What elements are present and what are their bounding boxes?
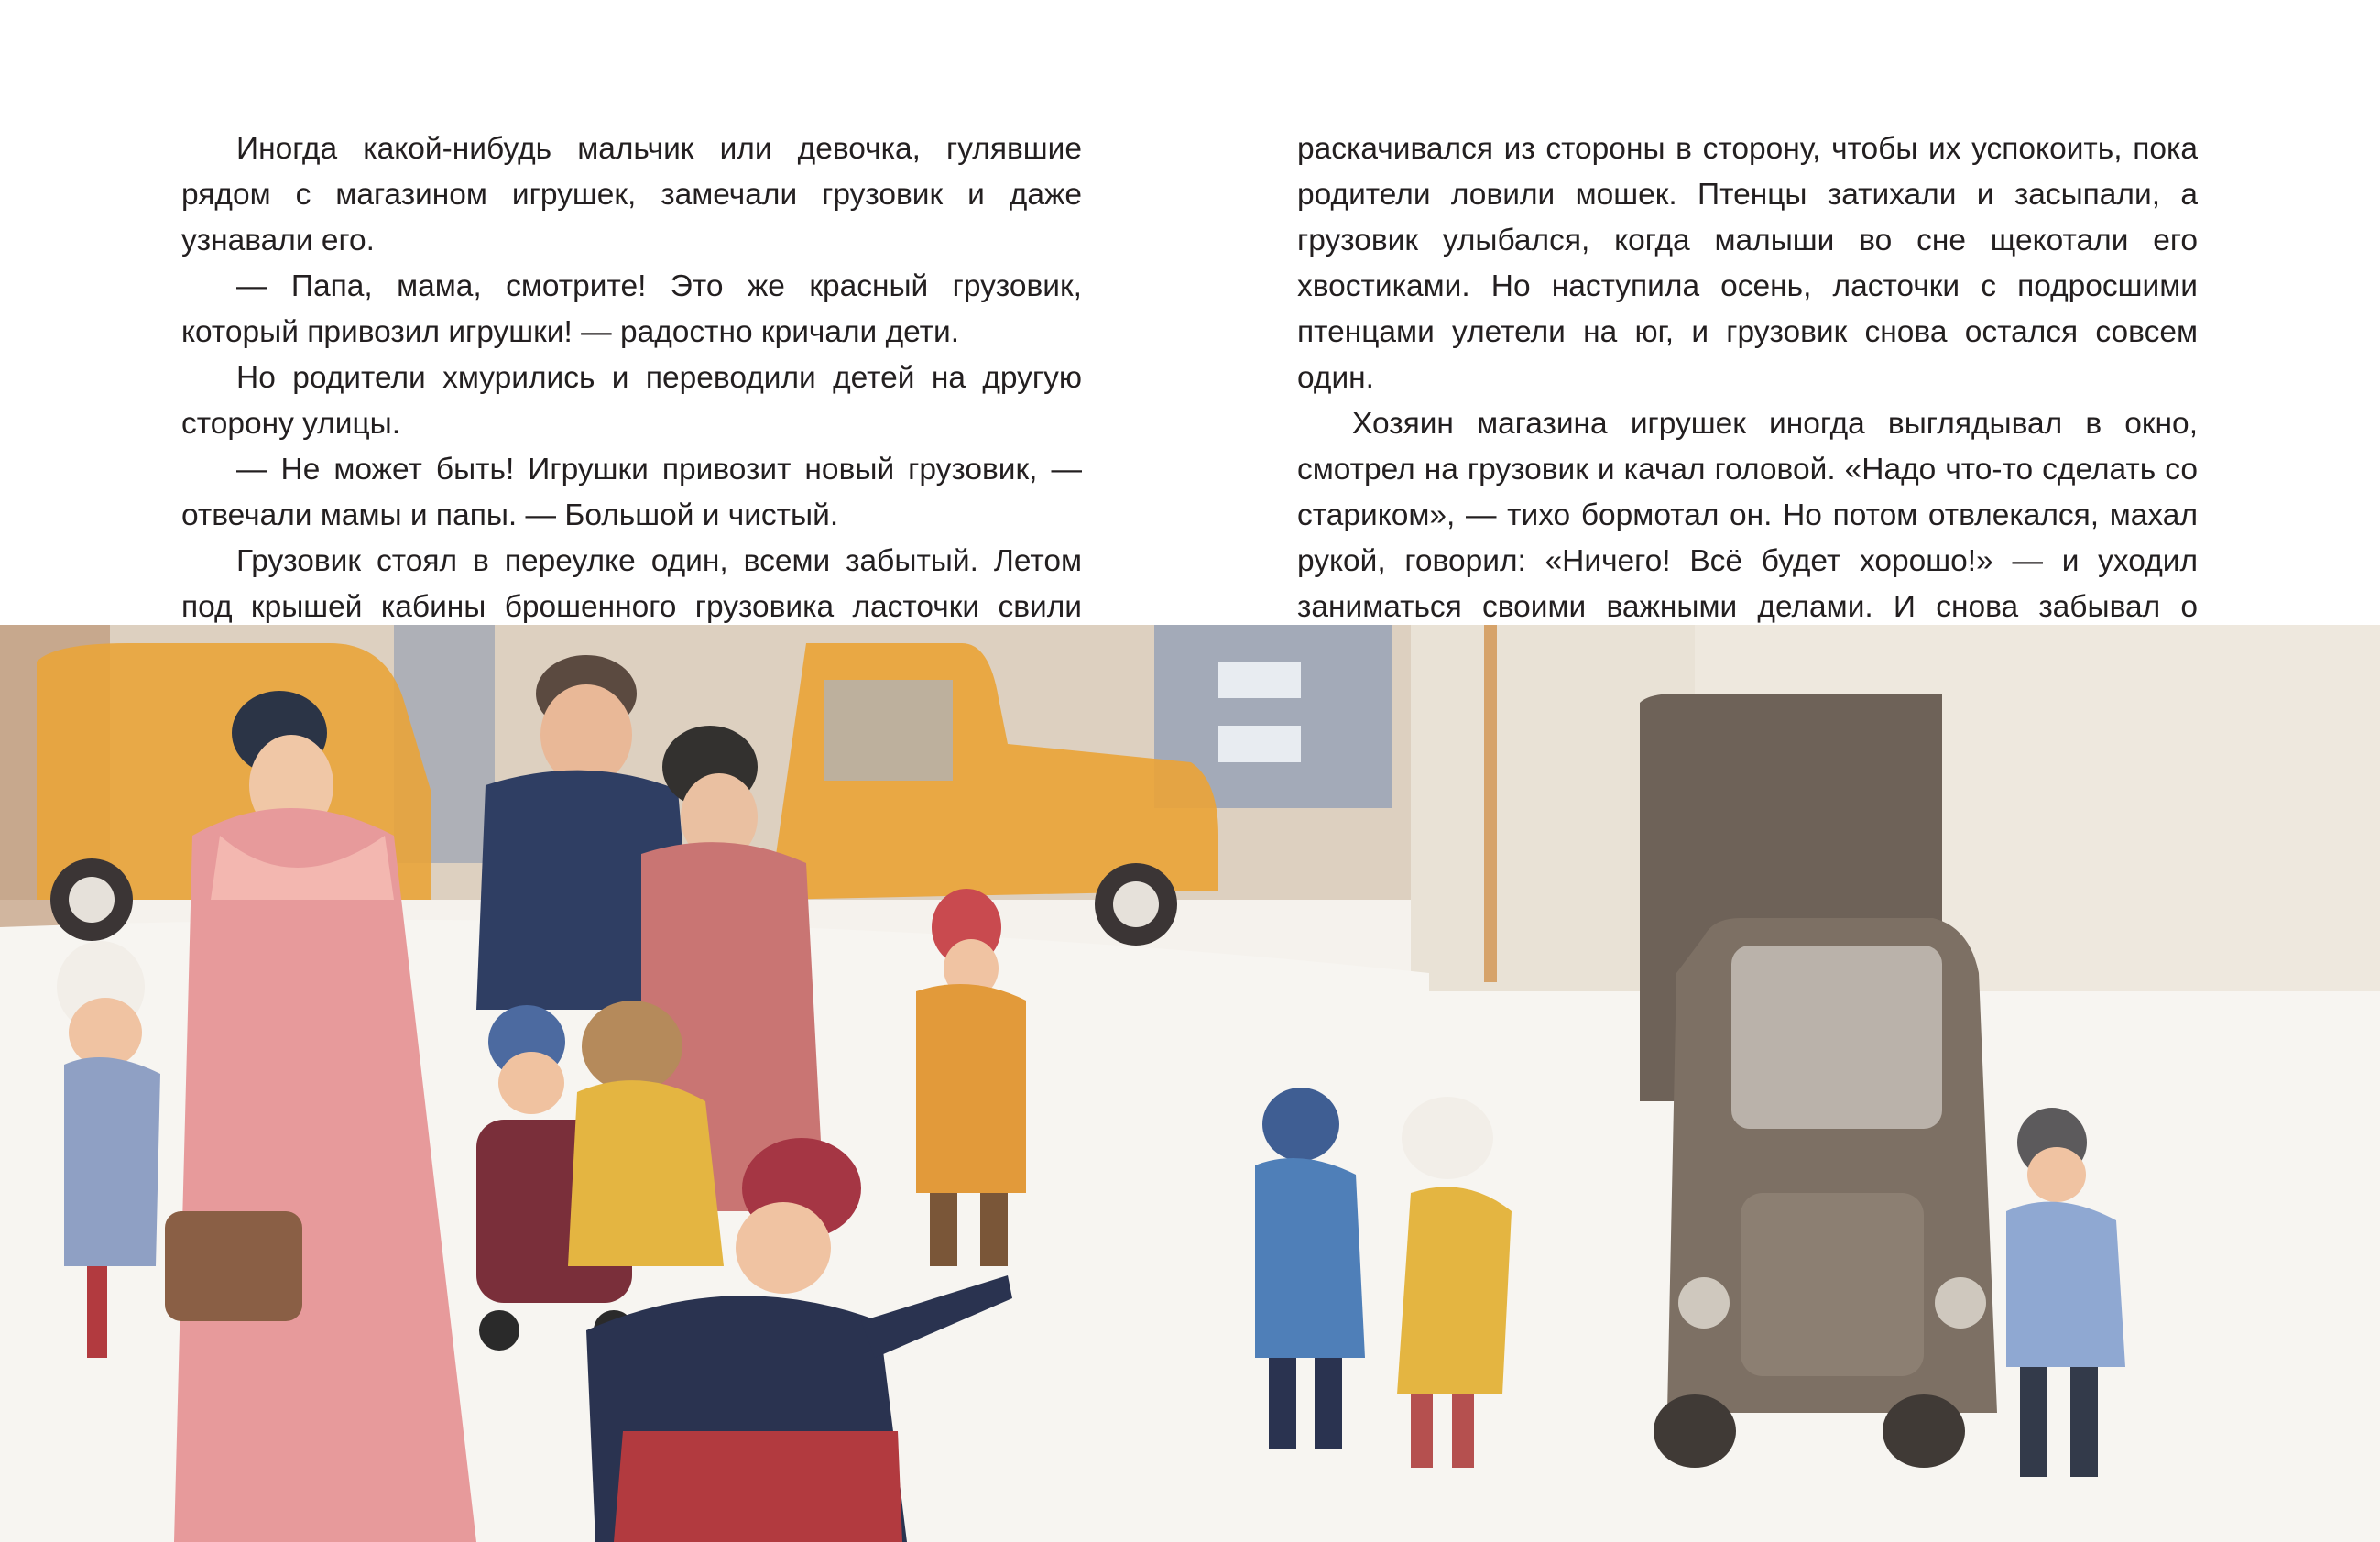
paragraph: — Не может быть! Игрушки привозит новый грузовик, — отвечали мамы и папы. — Большой и чистый. bbox=[181, 453, 1082, 532]
paragraph: Хозяин магазина игрушек иногда выглядывал в окно, смотрел на грузовик и качал головой. «Надо что-то сделать со стариком», — тихо бормотал он. Но потом отвлекался, махал рукой, говорил: «Ничего! Всё будет хорошо!» — и уходил заниматься своими важными делами. И снова забывал о bbox=[1297, 407, 2198, 624]
winter-street-scene-illustration bbox=[0, 625, 2380, 1542]
paragraph: Но родители хмурились и переводили детей на другую сторону улицы. bbox=[181, 361, 1082, 441]
paragraph: Иногда какой-нибудь мальчик или девочка, гулявшие рядом с магазином игрушек, замечали грузовик и даже узнавали его. bbox=[181, 132, 1082, 257]
right-page-text bbox=[1297, 126, 2198, 676]
paragraph: Грузовик стоял в переулке один, всеми забытый. Летом под крышей кабины брошенного грузовика ласточки свили bbox=[181, 544, 1082, 624]
paragraph-continuation: раскачивался из стороны в сторону, чтобы их успокоить, пока родители ловили мошек. Птенцы затихали и засыпали, а грузовик улыбался, когда малыши во сне щекотали его хвостиками. Но наступила осень, ласточки с подросшими птенцами улетели на юг, и грузовик снова остался совсем один. bbox=[1297, 132, 2198, 395]
paragraph: — Папа, мама, смотрите! Это же красный грузовик, который привозил игрушки! — радостно кричали дети. bbox=[181, 269, 1082, 349]
